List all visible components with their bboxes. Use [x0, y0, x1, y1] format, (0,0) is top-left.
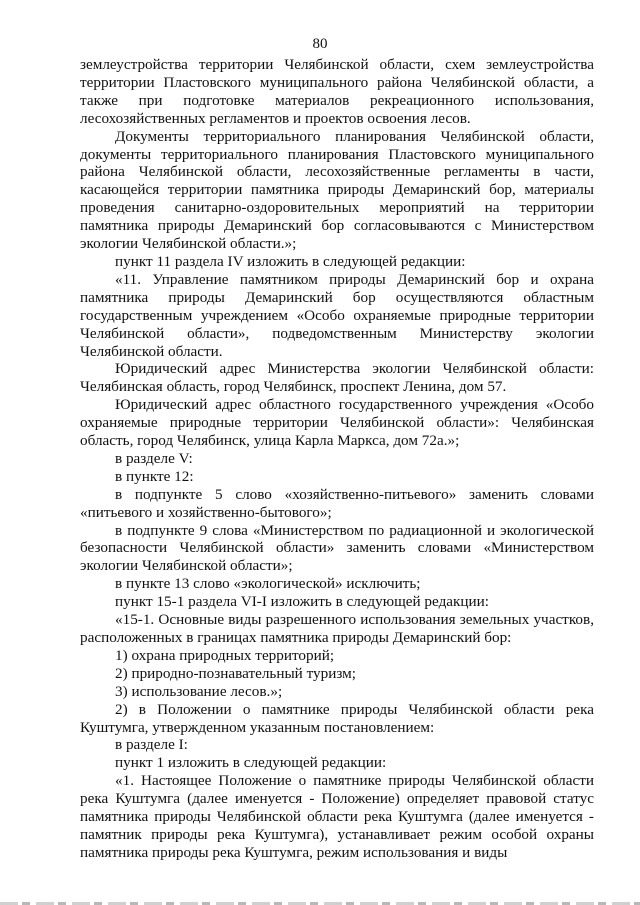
paragraph: «15-1. Основные виды разрешенного использования земельных участков, расположенных в границах памятника природы Демаринский бор:	[80, 611, 594, 646]
paragraph: 3) использование лесов.»;	[115, 682, 283, 700]
paragraph: пункт 1 изложить в следующей редакции:	[115, 754, 387, 772]
paragraph: «1. Настоящее Положение о памятнике природы Челябинской области река Куштумга (далее именуется - Положение) определяет правовой статус памятника природы Челябинской области река Куштумга (далее именуется - памятник природы река Куштумга), устанавливает режим особой охраны памятника природы река Куштумга, режим использования и виды	[80, 772, 594, 861]
paragraph: в подпункте 5 слово «хозяйственно-питьевого» заменить словами «питьевого и хозяйственно-бытового»;	[80, 485, 594, 521]
paragraph: в подпункте 9 слова «Министерством по радиационной и экологической безопасности Челябинской области» заменить словами «Министерством экологии Челябинской области»;	[80, 521, 594, 575]
paragraph: пункт 11 раздела IV изложить в следующей редакции:	[115, 252, 466, 270]
paragraph: в пункте 13 слово «экологической» исключить;	[115, 575, 421, 593]
page-number: 80	[312, 36, 328, 52]
document-body	[80, 56, 594, 862]
paragraph: 2) природно-познавательный туризм;	[115, 664, 356, 682]
paragraph: 1) охрана природных территорий;	[115, 646, 335, 664]
paragraph: в пункте 12:	[115, 467, 194, 485]
paragraph: 2) в Положении о памятнике природы Челябинской области река Куштумга, утвержденном указанным постановлением:	[80, 700, 594, 736]
paragraph: Документы территориального планирования Челябинской области, документы территориального планирования Пластовского муниципального района Челябинской области, лесохозяйственные регламенты в части, касающейся территории памятника природы Демаринский бор, материалы проведения санитарно-оздоровительных мероприятий на территории памятника природы Демаринский бор согласовываются с Министерством экологии Челябинской области.»;	[80, 127, 594, 253]
paragraph: землеустройства территории Челябинской области, схем землеустройства территории Пластовского муниципального района Челябинской области, а также при подготовке материалов рекреационного использования, лесохозяйственных регламентов и проектов освоения лесов.	[80, 56, 594, 127]
paragraph: пункт 15-1 раздела VI-I изложить в следующей редакции:	[115, 593, 490, 611]
paragraph: «11. Управление памятником природы Демаринский бор и охрана памятника природы Демаринский бор осуществляются областным государственным учреждением «Особо охраняемые природные территории Челябинской области», подведомственным Министерству экологии Челябинской области.	[80, 270, 594, 360]
paragraph: в разделе I:	[115, 736, 188, 754]
paragraph: в разделе V:	[115, 449, 193, 467]
paragraph: Юридический адрес областного государственного учреждения «Особо охраняемые природные территории Челябинской области»: Челябинская область, город Челябинск, улица Карла Маркса, дом 72а.»;	[80, 396, 594, 450]
paragraph: Юридический адрес Министерства экологии Челябинской области: Челябинская область, город Челябинск, проспект Ленина, дом 57.	[80, 360, 594, 396]
